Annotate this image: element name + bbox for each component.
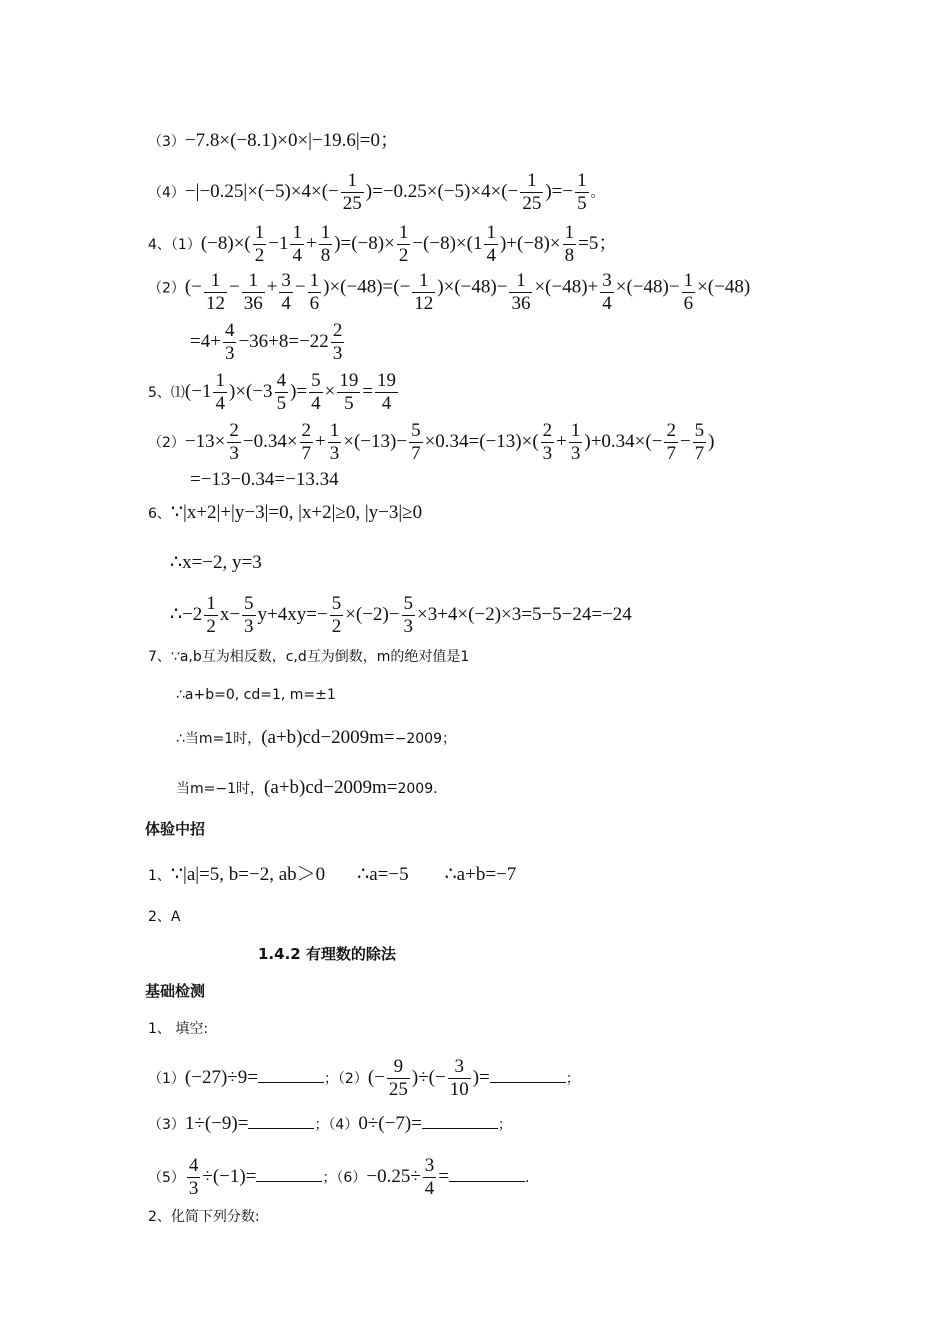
item-label: ；（4）: [314, 1117, 359, 1133]
numerator: 2: [542, 420, 553, 441]
equation-part: ÷(−1)=: [202, 1165, 257, 1187]
fraction: [484, 222, 498, 267]
numerator: 5: [411, 420, 421, 441]
item-label: （5）: [148, 1169, 185, 1186]
numerator: 1: [398, 222, 409, 243]
answer-5-2-result: [190, 470, 339, 489]
fraction: [308, 270, 322, 315]
denominator: 25: [522, 192, 542, 214]
punctuation: ；: [497, 1117, 512, 1133]
denominator: 4: [311, 392, 321, 414]
numerator: 4: [224, 320, 235, 341]
answer-7-case1: [176, 728, 456, 747]
denominator: 12: [205, 292, 225, 314]
equation-part: (a+b)cd−2009m=: [264, 777, 398, 798]
answer-6-result: [170, 593, 632, 638]
numerator: 5: [244, 593, 254, 614]
equation-part: −: [679, 430, 691, 452]
equation-part: )+(−8)×: [499, 232, 561, 254]
fraction: [541, 420, 555, 465]
numerator: 1: [242, 270, 265, 293]
fraction: [693, 420, 707, 465]
numerator: 5: [331, 593, 342, 614]
equation-part: −1: [268, 232, 289, 254]
numerator: 1: [206, 593, 216, 614]
fraction: [397, 222, 411, 267]
numerator: 5: [311, 370, 321, 391]
numerator: 2: [301, 420, 312, 441]
fill-row-3: [148, 1155, 529, 1200]
fraction: [375, 370, 398, 415]
denominator: 3: [229, 442, 239, 464]
numerator: 1: [254, 222, 265, 243]
numerator: 3: [602, 270, 612, 291]
equation: ∴x=−2, y=3: [170, 552, 262, 573]
item-label: （4）: [148, 184, 185, 201]
equation-part: x−: [219, 603, 241, 625]
equation-part: +: [305, 232, 317, 254]
denominator: 3: [570, 442, 581, 464]
denominator: 8: [320, 244, 331, 266]
equation-part: −: [228, 276, 240, 298]
answer-4-2: [148, 270, 750, 315]
equation-part: )×(−48)=(−: [323, 276, 411, 298]
equation-part: +: [315, 430, 326, 452]
fraction: [253, 222, 267, 267]
fraction: [569, 420, 583, 465]
numerator: 5: [694, 420, 705, 441]
equation-part: −: [294, 276, 306, 298]
equation: =−13−0.34=−13.34: [190, 469, 339, 490]
equation-part: =4+: [190, 330, 221, 352]
fraction: [213, 370, 227, 415]
denominator: 4: [381, 392, 392, 414]
denominator: 5: [344, 392, 354, 414]
equation-part: (−: [367, 1066, 385, 1088]
denominator: 5: [276, 392, 287, 414]
numerator: 1: [509, 270, 532, 293]
fraction: [509, 270, 532, 315]
denominator: 25: [342, 192, 362, 214]
fraction: [402, 593, 416, 638]
fraction: [242, 270, 265, 315]
equation-part: −(−8)×(1: [412, 232, 483, 254]
equation-part: (−27)÷9=: [184, 1066, 258, 1088]
answer-7-case2: [176, 778, 438, 797]
equation-part: ∵|a|=5, b=−2, ab＞0: [170, 864, 326, 885]
item-label: （3）: [148, 134, 185, 150]
answer-3-4: [148, 170, 605, 215]
equation-part: y+4xy=−: [257, 603, 328, 625]
numerator: 2: [666, 420, 676, 441]
fraction: [187, 1155, 201, 1200]
denominator: 4: [281, 292, 291, 314]
fraction: [328, 420, 342, 465]
equation-part: −|−0.25|×(−5)×4×(−: [184, 180, 339, 202]
fraction: [275, 370, 289, 415]
numerator: 9: [387, 1056, 410, 1079]
result-text: −2009；: [394, 731, 456, 747]
denominator: 4: [292, 244, 302, 266]
equation-part: )÷(−: [411, 1066, 446, 1088]
fraction: [242, 593, 256, 638]
item-label: ；（2）: [323, 1070, 368, 1087]
item-label: （2）: [148, 280, 185, 297]
numerator: 4: [188, 1155, 199, 1176]
section-heading: 体验中招: [145, 820, 206, 838]
fraction: [575, 170, 589, 215]
item-label: 5、⑴: [148, 384, 185, 401]
equation: −7.8×(−8.1)×0×|−19.6|=0；: [184, 130, 399, 151]
equation-part: =: [438, 1165, 449, 1187]
denominator: 6: [309, 292, 320, 314]
equation-part: −13×: [184, 430, 226, 452]
fraction: [682, 270, 696, 315]
answer-7: 7、∵a,b互为相反数，c,d互为倒数，m的绝对值是1: [148, 649, 470, 665]
numerator: 1: [570, 420, 581, 441]
answer-4-1: [148, 222, 617, 267]
equation-part: ∴a+b=−7: [444, 864, 517, 885]
condition-text: ∴当m=1时，: [176, 731, 262, 747]
answer-blank[interactable]: [256, 1167, 322, 1182]
equation-part: =: [362, 380, 374, 402]
denominator: 3: [188, 1177, 199, 1199]
equation-part: )=: [290, 380, 308, 402]
denominator: 4: [602, 292, 612, 314]
equation-part: −36+8=−22: [238, 330, 329, 352]
equation-part: ×(−13)−: [343, 430, 408, 452]
fraction: [290, 222, 304, 267]
fraction: [423, 1155, 437, 1200]
equation-part: )=−: [545, 180, 574, 202]
denominator: 7: [411, 442, 421, 464]
denominator: 7: [301, 442, 312, 464]
exam-answer-1: [148, 865, 516, 884]
answer-blank[interactable]: [449, 1167, 525, 1182]
equation-part: +: [556, 430, 567, 452]
denominator: 3: [542, 442, 553, 464]
denominator: 25: [388, 1078, 408, 1100]
numerator: 1: [292, 222, 302, 243]
denominator: 3: [332, 342, 343, 364]
numerator: 1: [341, 170, 364, 193]
punctuation: .: [524, 1169, 530, 1186]
answer-5-2: [148, 420, 715, 465]
numerator: 4: [276, 370, 287, 391]
numerator: 19: [339, 370, 359, 391]
section-heading: 基础检测: [145, 982, 206, 1000]
fraction: [664, 420, 678, 465]
equation-part: ∴a=−5: [357, 864, 409, 885]
denominator: 36: [511, 292, 531, 314]
equation: ∵|x+2|+|y−3|=0, |x+2|≥0, |y−3|≥0: [170, 502, 423, 523]
answer-3-3: [148, 131, 399, 150]
numerator: 1: [309, 270, 320, 291]
numerator: 1: [520, 170, 543, 193]
denominator: 3: [224, 342, 235, 364]
numerator: 1: [215, 370, 225, 391]
equation-part: )×(−3: [228, 380, 273, 402]
answer-blank[interactable]: [248, 1114, 314, 1129]
equation-part: ×(−48)+: [534, 276, 599, 298]
equation-part: )=−0.25×(−5)×4×(−: [365, 180, 519, 202]
denominator: 3: [403, 615, 413, 637]
numerator: 1: [204, 270, 227, 293]
numerator: 1: [564, 222, 575, 243]
numerator: 1: [486, 222, 496, 243]
denominator: 2: [206, 615, 216, 637]
result-text: 2009.: [397, 781, 438, 797]
chapter-title: 1.4.2 有理数的除法: [258, 945, 396, 963]
answer-blank[interactable]: [422, 1114, 498, 1129]
item-label: 1、: [148, 868, 171, 884]
numerator: 1: [683, 270, 694, 291]
denominator: 12: [414, 292, 434, 314]
fraction: [409, 420, 423, 465]
numerator: 1: [412, 270, 435, 293]
numerator: 1: [329, 420, 340, 441]
question-2: 2、化简下列分数:: [148, 1209, 260, 1225]
fraction: [600, 270, 614, 315]
fraction: [563, 222, 577, 267]
equation-part: 0÷(−7)=: [358, 1113, 422, 1134]
fraction: [204, 270, 227, 315]
equation-part: )=: [472, 1066, 490, 1088]
equation-part: ×(−48): [697, 276, 751, 298]
item-label: （1）: [148, 1070, 185, 1087]
fraction: [319, 222, 333, 267]
fraction: [279, 270, 293, 315]
equation-part: )=(−8)×: [334, 232, 395, 254]
exam-answer-2: 2、A: [148, 909, 181, 925]
numerator: 1: [320, 222, 331, 243]
equation-part: ×(−48)−: [615, 276, 680, 298]
fraction: [227, 420, 241, 465]
equation-part: +: [266, 276, 278, 298]
numerator: 3: [424, 1155, 435, 1176]
item-label: 6、: [148, 506, 171, 522]
fraction: [337, 370, 360, 415]
answer-6: [148, 503, 422, 522]
equation-part: 1÷(−9)=: [184, 1113, 249, 1134]
item-label: ；（6）: [322, 1169, 367, 1186]
equation-part: ×3+4×(−2)×3=5−5−24=−24: [417, 603, 632, 625]
fraction: [341, 170, 364, 215]
fraction: [520, 170, 543, 215]
fraction: [309, 370, 323, 415]
denominator: 3: [329, 442, 340, 464]
fill-row-1: [148, 1056, 580, 1101]
equation-part: )+0.34×(−: [584, 430, 663, 452]
denominator: 2: [254, 244, 265, 266]
item-label: 4、（1）: [148, 236, 201, 253]
denominator: 6: [683, 292, 694, 314]
numerator: 3: [448, 1056, 471, 1079]
equation-part: )×(−48)−: [437, 276, 508, 298]
equation-part: −0.25÷: [366, 1165, 421, 1187]
denominator: 36: [243, 292, 263, 314]
numerator: 2: [332, 320, 343, 341]
equation-part: =5；: [578, 232, 618, 254]
condition-text: 当m=−1时，: [176, 781, 265, 797]
denominator: 7: [666, 442, 676, 464]
answer-4-2-result: [190, 320, 346, 365]
item-label: （3）: [148, 1117, 185, 1133]
fraction: [204, 593, 218, 638]
equation-part: ×: [324, 380, 336, 402]
equation-part: ×(−2)−: [345, 603, 400, 625]
denominator: 7: [694, 442, 705, 464]
fraction: [331, 320, 345, 365]
denominator: 4: [486, 244, 496, 266]
numerator: 3: [281, 270, 291, 291]
denominator: 2: [331, 615, 342, 637]
numerator: 1: [577, 170, 587, 191]
period: 。: [590, 184, 605, 201]
answer-blank[interactable]: [258, 1068, 324, 1083]
denominator: 10: [449, 1078, 469, 1100]
punctuation: ；: [565, 1070, 580, 1087]
numerator: 5: [403, 593, 413, 614]
equation-part: ): [708, 430, 715, 452]
fraction: [387, 1056, 410, 1101]
numerator: 2: [229, 420, 239, 441]
fraction: [223, 320, 237, 365]
equation-part: (a+b)cd−2009m=: [261, 727, 395, 748]
fraction: [300, 420, 314, 465]
equation-part: ∴−2: [170, 603, 203, 625]
equation-part: (−1: [184, 380, 212, 402]
answer-6-step: [170, 553, 262, 572]
denominator: 3: [244, 615, 254, 637]
denominator: 4: [215, 392, 225, 414]
denominator: 5: [577, 192, 587, 214]
denominator: 8: [564, 244, 575, 266]
answer-5-1: [148, 370, 400, 415]
equation-part: ×0.34=(−13)×(: [424, 430, 539, 452]
answer-blank[interactable]: [490, 1068, 566, 1083]
denominator: 2: [398, 244, 409, 266]
fill-row-2: [148, 1114, 512, 1133]
answer-7-step: ∴a+b=0, cd=1, m=±1: [176, 687, 336, 703]
fraction: [412, 270, 435, 315]
fraction: [448, 1056, 471, 1101]
equation-part: −0.34×: [242, 430, 298, 452]
question-1: 1、 填空:: [148, 1021, 209, 1037]
numerator: 19: [377, 370, 397, 391]
item-label: （2）: [148, 434, 185, 451]
equation-part: (−8)×(: [200, 232, 251, 254]
fraction: [330, 593, 344, 638]
equation-part: (−: [184, 276, 202, 298]
denominator: 4: [424, 1177, 435, 1199]
